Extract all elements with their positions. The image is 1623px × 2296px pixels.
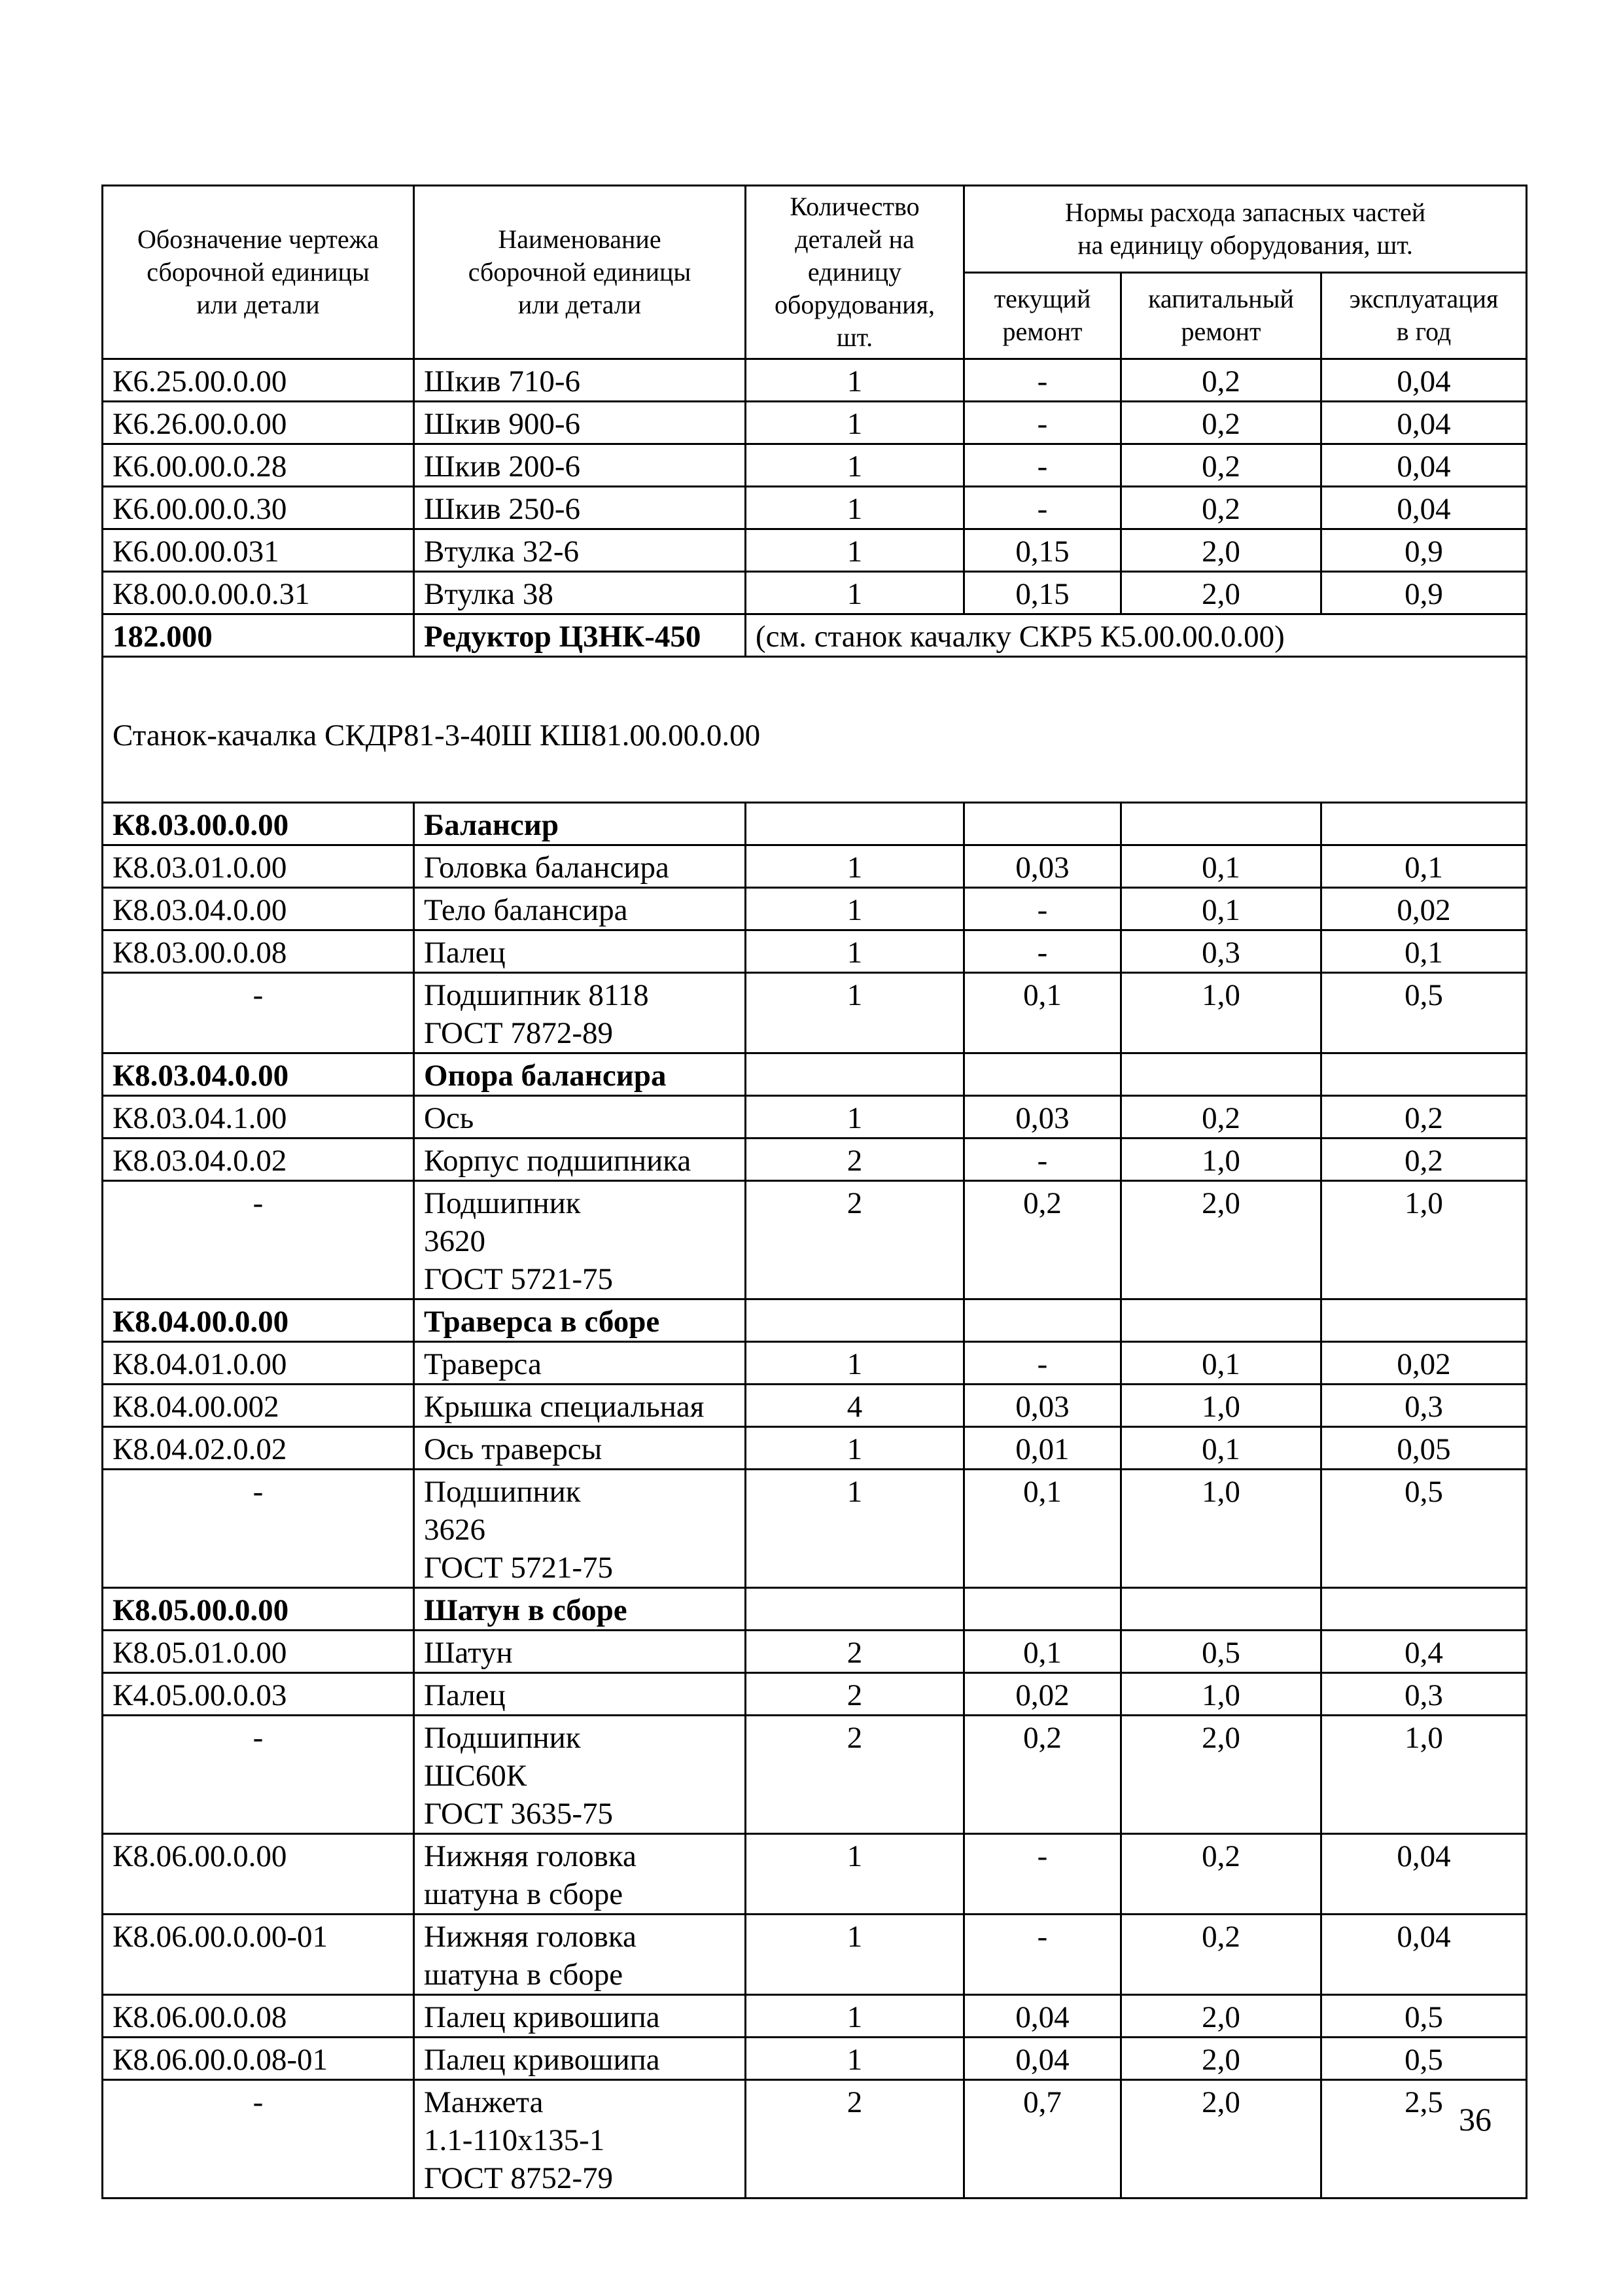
cell-annual-operation: 1,0 bbox=[1321, 1716, 1527, 1834]
cell-annual-operation: 0,5 bbox=[1321, 973, 1527, 1053]
cell-current-repair: 0,04 bbox=[964, 1995, 1121, 2038]
cell-annual-operation: 0,02 bbox=[1321, 888, 1527, 930]
cell-capital-repair: 0,1 bbox=[1121, 1427, 1321, 1470]
cell-annual-operation: 0,05 bbox=[1321, 1427, 1527, 1470]
cell-name: Тело балансира bbox=[414, 888, 746, 930]
cell-name: Нижняя головка шатуна в сборе bbox=[414, 1915, 746, 1995]
cell-current-repair: - bbox=[964, 930, 1121, 973]
cell-current-repair: 0,1 bbox=[964, 1631, 1121, 1673]
cell-drawing-code: К6.00.00.0.30 bbox=[103, 487, 414, 529]
table-row bbox=[103, 1342, 1527, 1385]
cell-annual-operation: 0,2 bbox=[1321, 1096, 1527, 1139]
cell-quantity bbox=[746, 803, 964, 845]
cell-name: Головка балансира bbox=[414, 845, 746, 888]
cell-name: Траверса в сборе bbox=[414, 1299, 746, 1342]
cell-name: Корпус подшипника bbox=[414, 1139, 746, 1181]
cell-drawing-code: К8.03.00.0.08 bbox=[103, 930, 414, 973]
cell-name: Ось траверсы bbox=[414, 1427, 746, 1470]
cell-capital-repair: 2,0 bbox=[1121, 2080, 1321, 2199]
cell-name: Подшипник ШС60К ГОСТ 3635-75 bbox=[414, 1716, 746, 1834]
table-row bbox=[103, 1181, 1527, 1299]
spare-parts-table bbox=[101, 185, 1527, 2199]
cell-annual-operation: 0,04 bbox=[1321, 1915, 1527, 1995]
cell-name: Палец bbox=[414, 1673, 746, 1716]
cell-quantity: 1 bbox=[746, 2038, 964, 2080]
cell-annual-operation: 0,5 bbox=[1321, 1995, 1527, 2038]
cell-quantity: 2 bbox=[746, 2080, 964, 2199]
cell-capital-repair: 2,0 bbox=[1121, 1181, 1321, 1299]
cell-name: Шкив 250-6 bbox=[414, 487, 746, 529]
cell-drawing-code: - bbox=[103, 2080, 414, 2199]
cell-drawing-code: К8.06.00.0.08 bbox=[103, 1995, 414, 2038]
cell-name: Ось bbox=[414, 1096, 746, 1139]
cell-current-repair bbox=[964, 1588, 1121, 1631]
table-row bbox=[103, 444, 1527, 487]
table-row bbox=[103, 973, 1527, 1053]
cell-capital-repair: 0,1 bbox=[1121, 1342, 1321, 1385]
header-drawing-code: Обозначение чертежа сборочной единицы или детали bbox=[103, 186, 414, 359]
cell-annual-operation bbox=[1321, 1588, 1527, 1631]
cell-annual-operation: 0,1 bbox=[1321, 930, 1527, 973]
cell-current-repair: 0,02 bbox=[964, 1673, 1121, 1716]
cell-capital-repair: 0,3 bbox=[1121, 930, 1321, 973]
cell-drawing-code: К4.05.00.0.03 bbox=[103, 1673, 414, 1716]
cell-name: Палец кривошипа bbox=[414, 2038, 746, 2080]
table-row bbox=[103, 359, 1527, 402]
cell-annual-operation bbox=[1321, 803, 1527, 845]
cell-quantity bbox=[746, 1588, 964, 1631]
section-title: Станок-качалка СКДР81-3-40Ш КШ81.00.00.0.00 bbox=[103, 657, 1527, 803]
cell-drawing-code: К8.00.0.00.0.31 bbox=[103, 572, 414, 614]
header-capital-repair: капитальный ремонт bbox=[1121, 272, 1321, 359]
cell-name: Подшипник 3620 ГОСТ 5721-75 bbox=[414, 1181, 746, 1299]
table-row bbox=[103, 1470, 1527, 1588]
header-current-repair: текущий ремонт bbox=[964, 272, 1121, 359]
cell-current-repair: 0,03 bbox=[964, 1385, 1121, 1427]
table-row bbox=[103, 930, 1527, 973]
cell-name: Опора балансира bbox=[414, 1053, 746, 1096]
cell-drawing-code: - bbox=[103, 973, 414, 1053]
cell-name: Шкив 200-6 bbox=[414, 444, 746, 487]
table-row bbox=[103, 1834, 1527, 1915]
table-row bbox=[103, 1915, 1527, 1995]
cell-drawing-code: К8.06.00.0.08-01 bbox=[103, 2038, 414, 2080]
cell-capital-repair: 0,2 bbox=[1121, 402, 1321, 444]
cell-name: Нижняя головка шатуна в сборе bbox=[414, 1834, 746, 1915]
cell-annual-operation: 0,04 bbox=[1321, 402, 1527, 444]
cell-annual-operation: 0,04 bbox=[1321, 359, 1527, 402]
cell-quantity: 2 bbox=[746, 1139, 964, 1181]
cell-capital-repair: 1,0 bbox=[1121, 1673, 1321, 1716]
header-annual-operation: эксплуатация в год bbox=[1321, 272, 1527, 359]
cell-current-repair: - bbox=[964, 487, 1121, 529]
cell-drawing-code: К6.25.00.0.00 bbox=[103, 359, 414, 402]
cell-name: Втулка 32-6 bbox=[414, 529, 746, 572]
cell-capital-repair: 0,5 bbox=[1121, 1631, 1321, 1673]
cell-capital-repair: 2,0 bbox=[1121, 2038, 1321, 2080]
cell-capital-repair: 2,0 bbox=[1121, 529, 1321, 572]
cell-current-repair: - bbox=[964, 402, 1121, 444]
cell-quantity: 1 bbox=[746, 930, 964, 973]
cell-name: Траверса bbox=[414, 1342, 746, 1385]
main-rows bbox=[103, 803, 1527, 2199]
section-title-row bbox=[103, 657, 1527, 803]
cell-name: Шатун bbox=[414, 1631, 746, 1673]
table-row bbox=[103, 529, 1527, 572]
cell-quantity: 1 bbox=[746, 888, 964, 930]
cell-annual-operation: 0,04 bbox=[1321, 1834, 1527, 1915]
cell-quantity: 1 bbox=[746, 1427, 964, 1470]
cell-quantity: 4 bbox=[746, 1385, 964, 1427]
cell-annual-operation: 0,9 bbox=[1321, 572, 1527, 614]
cell-annual-operation: 0,5 bbox=[1321, 1470, 1527, 1588]
cell-drawing-code: К8.04.00.002 bbox=[103, 1385, 414, 1427]
cell-quantity: 2 bbox=[746, 1181, 964, 1299]
table-row bbox=[103, 487, 1527, 529]
cell-name: Шатун в сборе bbox=[414, 1588, 746, 1631]
cell-annual-operation: 0,2 bbox=[1321, 1139, 1527, 1181]
table-row bbox=[103, 402, 1527, 444]
cell-current-repair: - bbox=[964, 1915, 1121, 1995]
cell-drawing-code: К8.03.04.1.00 bbox=[103, 1096, 414, 1139]
reducer-code: 182.000 bbox=[103, 614, 414, 657]
cell-current-repair: 0,04 bbox=[964, 2038, 1121, 2080]
table-row bbox=[103, 888, 1527, 930]
cell-drawing-code: К6.00.00.0.28 bbox=[103, 444, 414, 487]
cell-quantity: 1 bbox=[746, 359, 964, 402]
cell-capital-repair: 0,1 bbox=[1121, 888, 1321, 930]
cell-quantity: 1 bbox=[746, 1915, 964, 1995]
cell-current-repair: - bbox=[964, 888, 1121, 930]
cell-capital-repair bbox=[1121, 1588, 1321, 1631]
table-row bbox=[103, 2038, 1527, 2080]
cell-drawing-code: К8.04.01.0.00 bbox=[103, 1342, 414, 1385]
cell-capital-repair bbox=[1121, 1053, 1321, 1096]
cell-drawing-code: - bbox=[103, 1470, 414, 1588]
cell-current-repair: 0,1 bbox=[964, 1470, 1121, 1588]
cell-current-repair: 0,15 bbox=[964, 572, 1121, 614]
header-row-1 bbox=[103, 186, 1527, 273]
cell-drawing-code: К8.04.02.0.02 bbox=[103, 1427, 414, 1470]
cell-quantity: 1 bbox=[746, 1470, 964, 1588]
table-row bbox=[103, 803, 1527, 845]
cell-quantity: 2 bbox=[746, 1673, 964, 1716]
top-rows bbox=[103, 359, 1527, 614]
cell-capital-repair: 0,2 bbox=[1121, 444, 1321, 487]
cell-quantity bbox=[746, 1299, 964, 1342]
cell-annual-operation: 0,04 bbox=[1321, 487, 1527, 529]
cell-quantity: 1 bbox=[746, 529, 964, 572]
cell-drawing-code: К8.06.00.0.00 bbox=[103, 1834, 414, 1915]
cell-current-repair: 0,1 bbox=[964, 973, 1121, 1053]
cell-name: Крышка специальная bbox=[414, 1385, 746, 1427]
table-row bbox=[103, 1588, 1527, 1631]
table-row bbox=[103, 1673, 1527, 1716]
cell-quantity: 1 bbox=[746, 1342, 964, 1385]
cell-quantity: 1 bbox=[746, 572, 964, 614]
cell-quantity: 1 bbox=[746, 1995, 964, 2038]
cell-capital-repair: 0,1 bbox=[1121, 845, 1321, 888]
cell-current-repair: - bbox=[964, 1834, 1121, 1915]
cell-capital-repair: 1,0 bbox=[1121, 1385, 1321, 1427]
cell-current-repair: 0,15 bbox=[964, 529, 1121, 572]
cell-capital-repair: 0,2 bbox=[1121, 1096, 1321, 1139]
cell-capital-repair: 2,0 bbox=[1121, 1716, 1321, 1834]
reducer-section bbox=[103, 614, 1527, 803]
cell-name: Подшипник 3626 ГОСТ 5721-75 bbox=[414, 1470, 746, 1588]
cell-name: Шкив 710-6 bbox=[414, 359, 746, 402]
header-quantity: Количество деталей на единицу оборудования, шт. bbox=[746, 186, 964, 359]
cell-quantity: 1 bbox=[746, 1096, 964, 1139]
cell-current-repair: 0,01 bbox=[964, 1427, 1121, 1470]
cell-quantity: 2 bbox=[746, 1631, 964, 1673]
cell-annual-operation bbox=[1321, 1053, 1527, 1096]
cell-drawing-code: К8.03.01.0.00 bbox=[103, 845, 414, 888]
table-row bbox=[103, 2080, 1527, 2199]
cell-current-repair: 0,03 bbox=[964, 845, 1121, 888]
page-number: 36 bbox=[1459, 2101, 1492, 2138]
cell-drawing-code: - bbox=[103, 1716, 414, 1834]
cell-quantity: 1 bbox=[746, 1834, 964, 1915]
cell-name: Манжета 1.1-110x135-1 ГОСТ 8752-79 bbox=[414, 2080, 746, 2199]
cell-drawing-code: К8.03.04.0.02 bbox=[103, 1139, 414, 1181]
cell-current-repair: - bbox=[964, 1342, 1121, 1385]
cell-current-repair: - bbox=[964, 359, 1121, 402]
cell-current-repair: - bbox=[964, 444, 1121, 487]
cell-current-repair bbox=[964, 1053, 1121, 1096]
cell-name: Шкив 900-6 bbox=[414, 402, 746, 444]
cell-capital-repair: 0,2 bbox=[1121, 487, 1321, 529]
cell-current-repair: 0,03 bbox=[964, 1096, 1121, 1139]
table-row bbox=[103, 845, 1527, 888]
table-row bbox=[103, 1716, 1527, 1834]
reducer-name: Редуктор Ц3НК-450 bbox=[414, 614, 746, 657]
cell-quantity: 2 bbox=[746, 1716, 964, 1834]
cell-name: Палец кривошипа bbox=[414, 1995, 746, 2038]
cell-capital-repair bbox=[1121, 1299, 1321, 1342]
table-row bbox=[103, 1427, 1527, 1470]
cell-name: Втулка 38 bbox=[414, 572, 746, 614]
table-row bbox=[103, 1385, 1527, 1427]
cell-annual-operation: 2,5 bbox=[1321, 2080, 1527, 2199]
cell-name: Балансир bbox=[414, 803, 746, 845]
cell-capital-repair: 0,2 bbox=[1121, 1834, 1321, 1915]
table-row bbox=[103, 1096, 1527, 1139]
cell-capital-repair: 1,0 bbox=[1121, 1139, 1321, 1181]
cell-annual-operation: 0,9 bbox=[1321, 529, 1527, 572]
cell-current-repair: 0,7 bbox=[964, 2080, 1121, 2199]
cell-drawing-code: К8.03.04.0.00 bbox=[103, 1053, 414, 1096]
cell-current-repair: 0,2 bbox=[964, 1181, 1121, 1299]
cell-annual-operation: 0,4 bbox=[1321, 1631, 1527, 1673]
cell-annual-operation: 0,04 bbox=[1321, 444, 1527, 487]
cell-capital-repair: 2,0 bbox=[1121, 572, 1321, 614]
cell-drawing-code: К8.05.01.0.00 bbox=[103, 1631, 414, 1673]
cell-drawing-code: К8.03.04.0.00 bbox=[103, 888, 414, 930]
cell-quantity bbox=[746, 1053, 964, 1096]
cell-annual-operation: 0,5 bbox=[1321, 2038, 1527, 2080]
cell-quantity: 1 bbox=[746, 487, 964, 529]
cell-capital-repair: 0,2 bbox=[1121, 359, 1321, 402]
cell-capital-repair: 0,2 bbox=[1121, 1915, 1321, 1995]
cell-name: Подшипник 8118 ГОСТ 7872-89 bbox=[414, 973, 746, 1053]
table-row bbox=[103, 1299, 1527, 1342]
cell-quantity: 1 bbox=[746, 973, 964, 1053]
cell-capital-repair bbox=[1121, 803, 1321, 845]
cell-annual-operation: 0,3 bbox=[1321, 1385, 1527, 1427]
cell-drawing-code: К8.03.00.0.00 bbox=[103, 803, 414, 845]
cell-annual-operation: 0,1 bbox=[1321, 845, 1527, 888]
cell-drawing-code: К6.26.00.0.00 bbox=[103, 402, 414, 444]
reducer-row bbox=[103, 614, 1527, 657]
table-row bbox=[103, 1631, 1527, 1673]
cell-drawing-code: К8.06.00.0.00-01 bbox=[103, 1915, 414, 1995]
cell-capital-repair: 2,0 bbox=[1121, 1995, 1321, 2038]
cell-name: Палец bbox=[414, 930, 746, 973]
cell-annual-operation: 1,0 bbox=[1321, 1181, 1527, 1299]
cell-quantity: 1 bbox=[746, 845, 964, 888]
reducer-reference-note: (см. станок качалку СКР5 К5.00.00.0.00) bbox=[746, 614, 1527, 657]
cell-annual-operation: 0,02 bbox=[1321, 1342, 1527, 1385]
cell-quantity: 1 bbox=[746, 444, 964, 487]
cell-current-repair bbox=[964, 803, 1121, 845]
header-name: Наименование сборочной единицы или детали bbox=[414, 186, 746, 359]
cell-capital-repair: 1,0 bbox=[1121, 973, 1321, 1053]
table-row bbox=[103, 1053, 1527, 1096]
cell-drawing-code: К8.05.00.0.00 bbox=[103, 1588, 414, 1631]
cell-drawing-code: К8.04.00.0.00 bbox=[103, 1299, 414, 1342]
cell-current-repair: 0,2 bbox=[964, 1716, 1121, 1834]
table-row bbox=[103, 1995, 1527, 2038]
cell-quantity: 1 bbox=[746, 402, 964, 444]
cell-current-repair bbox=[964, 1299, 1121, 1342]
table-row bbox=[103, 572, 1527, 614]
cell-annual-operation bbox=[1321, 1299, 1527, 1342]
cell-annual-operation: 0,3 bbox=[1321, 1673, 1527, 1716]
cell-current-repair: - bbox=[964, 1139, 1121, 1181]
header-norms-group: Нормы расхода запасных частей на единицу оборудования, шт. bbox=[964, 186, 1527, 273]
cell-drawing-code: К6.00.00.031 bbox=[103, 529, 414, 572]
cell-capital-repair: 1,0 bbox=[1121, 1470, 1321, 1588]
table-row bbox=[103, 1139, 1527, 1181]
cell-drawing-code: - bbox=[103, 1181, 414, 1299]
